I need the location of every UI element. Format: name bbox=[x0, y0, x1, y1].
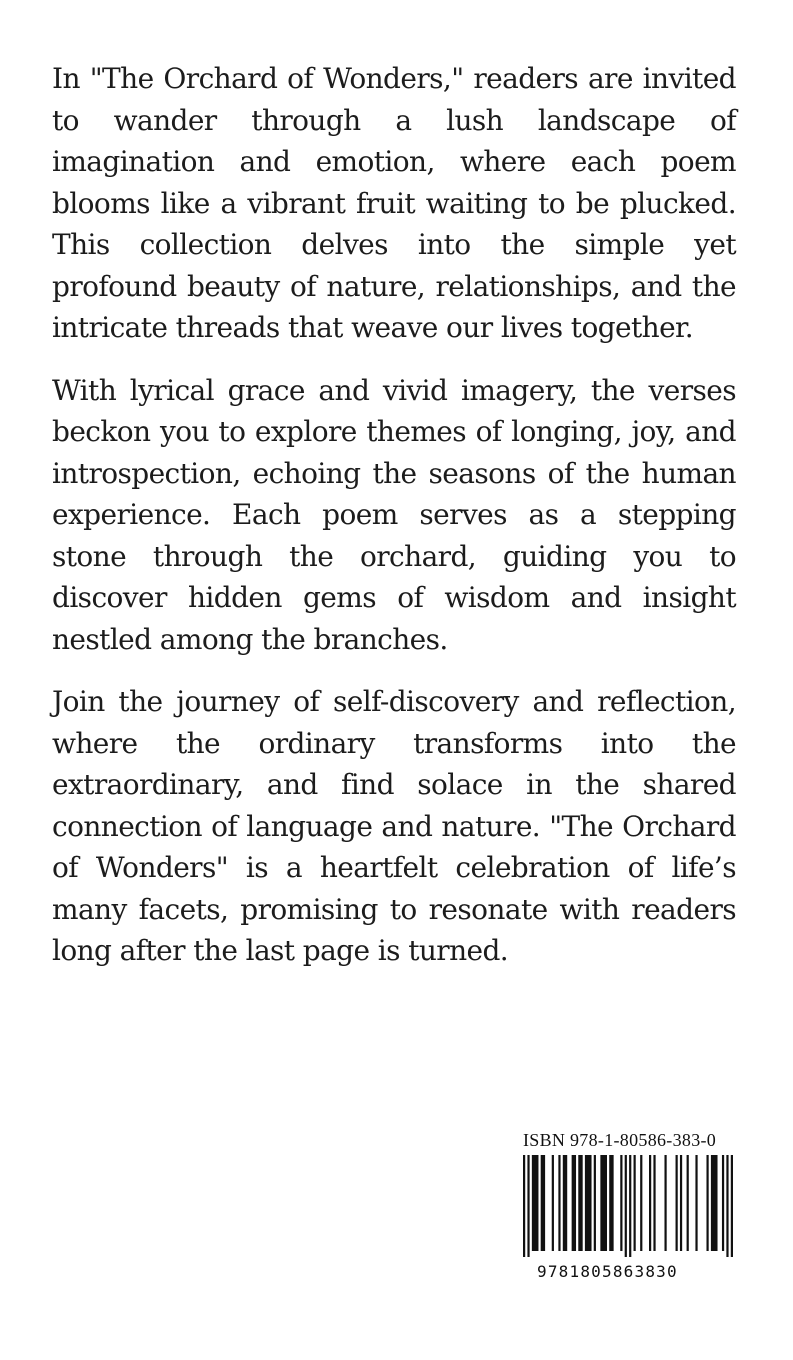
barcode-bar bbox=[706, 1155, 708, 1251]
barcode-bar bbox=[563, 1155, 567, 1251]
barcode-bar bbox=[634, 1155, 636, 1251]
barcode-bar bbox=[664, 1155, 666, 1251]
blurb-paragraph-1: In "The Orchard of Wonders," readers are invited to wander through a lush landscape of imagination and emotion, where each poem blooms like a vibrant fruit waiting to be plucked. This collection delves into the simple yet profound beauty of nature, relationships, and the intricate threads that weave our lives together. bbox=[52, 62, 736, 344]
barcode-bar bbox=[585, 1155, 592, 1251]
barcode-bar bbox=[722, 1155, 724, 1251]
barcode-bar bbox=[523, 1155, 525, 1257]
barcode-bar bbox=[532, 1155, 539, 1251]
barcode-bar bbox=[676, 1155, 678, 1251]
barcode-bar bbox=[711, 1155, 718, 1251]
isbn-barcode-block bbox=[513, 1128, 743, 1288]
barcode-bar bbox=[653, 1155, 655, 1251]
barcode-bar bbox=[600, 1155, 607, 1251]
barcode-bar bbox=[609, 1155, 613, 1251]
barcode-bar bbox=[629, 1155, 631, 1257]
barcode-bar bbox=[687, 1155, 689, 1251]
blurb-paragraph-2: With lyrical grace and vivid imagery, the verses beckon you to explore themes of longing, joy, and introspection, echoing the seasons of the human experience. Each poem serves as a stepping stone through the orchard, guiding you to discover hidden gems of wisdom and insight nestled among the branches. bbox=[52, 373, 736, 656]
ean-digits: 9781805863830 bbox=[537, 1262, 678, 1281]
barcode-bar bbox=[552, 1155, 554, 1251]
barcode-bar bbox=[649, 1155, 651, 1251]
barcode-bar bbox=[695, 1155, 697, 1251]
barcode-bar bbox=[726, 1155, 728, 1257]
barcode-bar bbox=[541, 1155, 545, 1251]
barcode-bar bbox=[680, 1155, 682, 1251]
barcode-bar bbox=[527, 1155, 529, 1257]
barcode-bar bbox=[578, 1155, 582, 1251]
isbn-label: ISBN 978-1-80586-383-0 bbox=[523, 1130, 717, 1150]
blurb-paragraph-3: Join the journey of self-discovery and reflection, where the ordinary transforms into the extraordinary, and find solace in the shared connection of language and nature. "The Orchard of Wonders" is a heartfelt celebration of life’s many facets, promising to resonate with readers long after the last page is turned. bbox=[52, 685, 736, 967]
barcode-bar bbox=[572, 1155, 576, 1251]
barcode-bar bbox=[594, 1155, 596, 1251]
barcode-bar bbox=[640, 1155, 642, 1251]
book-blurb bbox=[52, 58, 736, 993]
barcode-bars bbox=[523, 1155, 733, 1257]
barcode-bar bbox=[558, 1155, 560, 1251]
barcode-bar bbox=[620, 1155, 622, 1251]
barcode-bar bbox=[625, 1155, 627, 1257]
barcode-bar bbox=[731, 1155, 733, 1257]
